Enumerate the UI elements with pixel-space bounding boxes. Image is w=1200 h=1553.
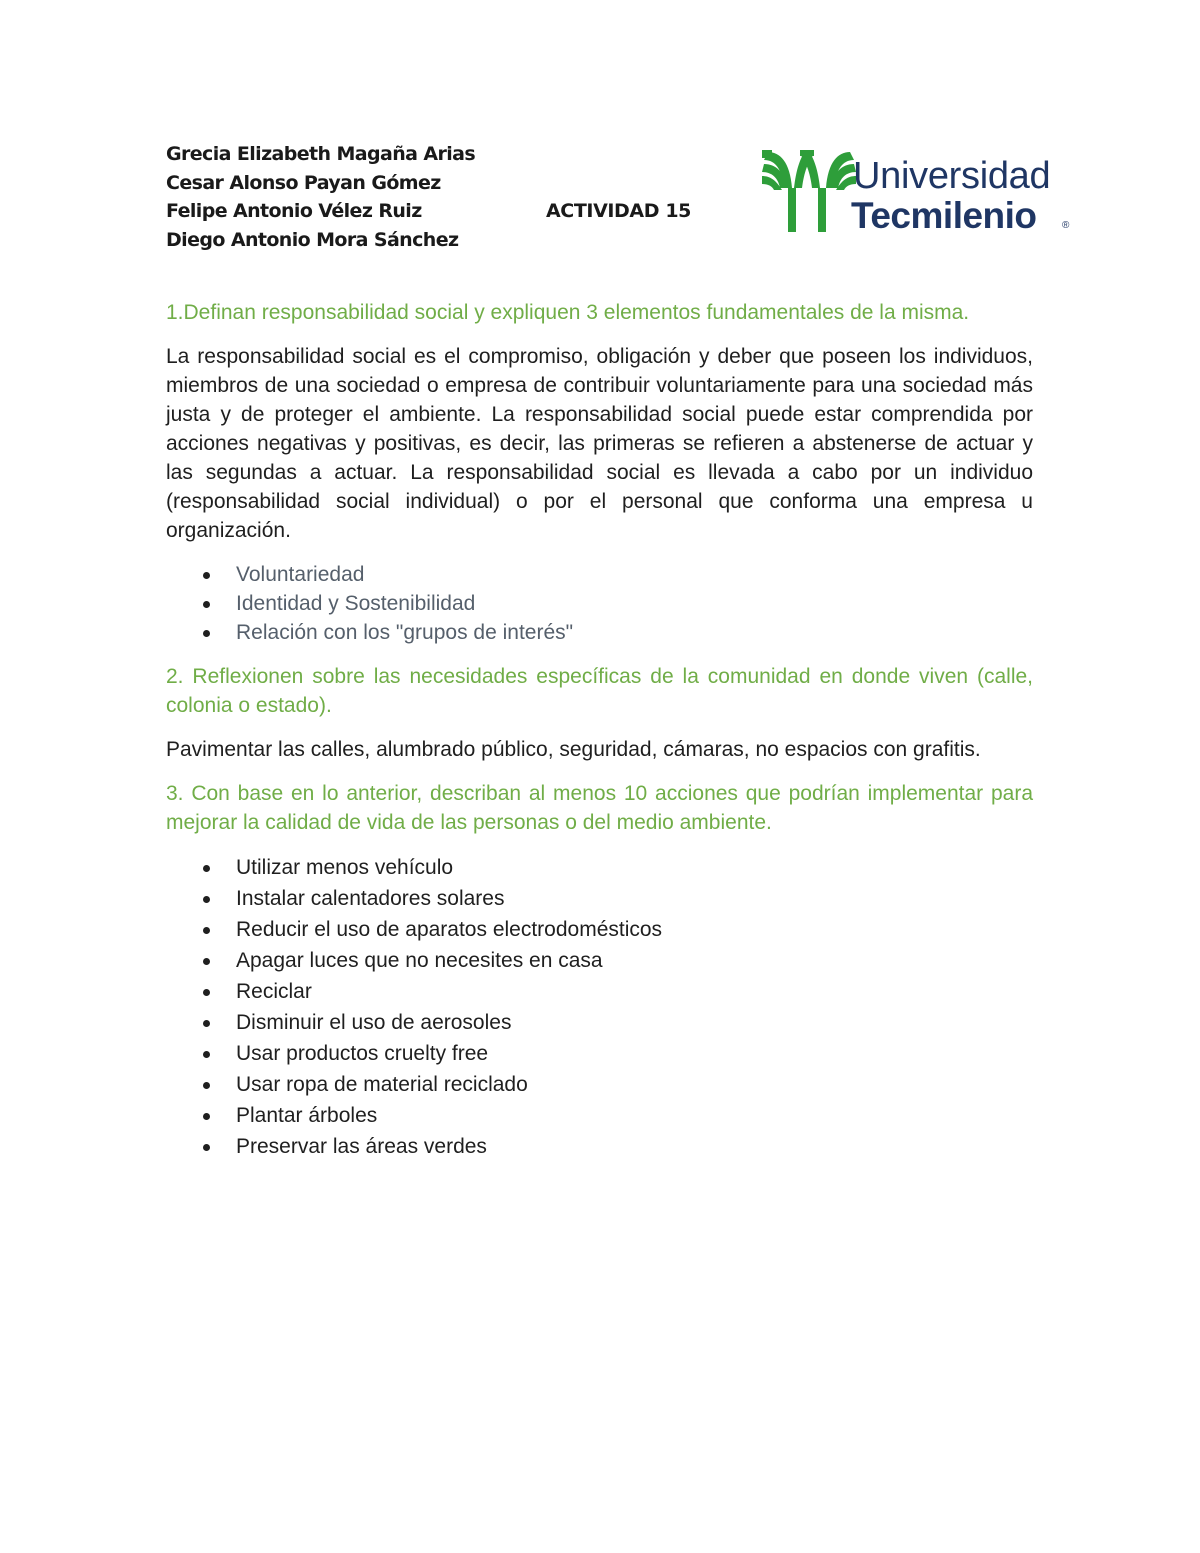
list-item: Disminuir el uso de aerosoles — [166, 1007, 1033, 1038]
list-item: Preservar las áreas verdes — [166, 1131, 1033, 1162]
registered-mark: ® — [1062, 220, 1070, 231]
logo-line1: Universidad — [853, 155, 1051, 197]
author-name: Grecia Elizabeth Magaña Arias — [166, 143, 476, 165]
question-1: 1.Definan responsabilidad social y expliquen 3 elementos fundamentales de la misma. — [166, 301, 970, 324]
elements-list — [166, 560, 1033, 647]
document-body — [166, 298, 1033, 1177]
answer-1: La responsabilidad social es el compromiso, obligación y deber que poseen los individuos, miembros de una sociedad o empresa de contribuir voluntariamente para una sociedad más justa y de proteger el ambiente. La responsabilidad social puede estar comprendida por acciones negativas y positivas, es decir, las primeras se refieren a abstenerse de actuar y las segundas a actuar. La responsabilidad social es llevada a cabo por un individuo (responsabilidad social individual) o por el personal que conforma una empresa u organización. — [166, 345, 1033, 542]
question-2: 2. Reflexionen sobre las necesidades específicas de la comunidad en donde viven (calle, colonia o estado). — [166, 665, 1033, 717]
list-item: Relación con los "grupos de interés" — [166, 618, 1033, 647]
list-item: Identidad y Sostenibilidad — [166, 589, 1033, 618]
list-item: Apagar luces que no necesites en casa — [166, 945, 1033, 976]
question-3: 3. Con base en lo anterior, describan al menos 10 acciones que podrían implementar para mejorar la calidad de vida de las personas o del medio ambiente. — [166, 782, 1033, 834]
author-name: Cesar Alonso Payan Gómez — [166, 171, 441, 194]
author-list — [166, 140, 475, 254]
activity-title: ACTIVIDAD 15 — [546, 200, 691, 222]
list-item: Instalar calentadores solares — [166, 883, 1033, 914]
list-item: Usar productos cruelty free — [166, 1038, 1033, 1069]
list-item: Reciclar — [166, 976, 1033, 1007]
author-name: Diego Antonio Mora Sánchez — [166, 228, 459, 251]
list-item: Reducir el uso de aparatos electrodomésticos — [166, 914, 1033, 945]
author-name: Felipe Antonio Vélez Ruiz — [166, 200, 422, 222]
list-item: Plantar árboles — [166, 1100, 1033, 1131]
actions-list — [166, 852, 1033, 1162]
answer-2: Pavimentar las calles, alumbrado público, seguridad, cámaras, no espacios con grafitis. — [166, 738, 981, 761]
list-item: Voluntariedad — [166, 560, 1033, 589]
list-item: Usar ropa de material reciclado — [166, 1069, 1033, 1100]
list-item: Utilizar menos vehículo — [166, 852, 1033, 883]
logo-line2: Tecmilenio — [851, 195, 1037, 236]
